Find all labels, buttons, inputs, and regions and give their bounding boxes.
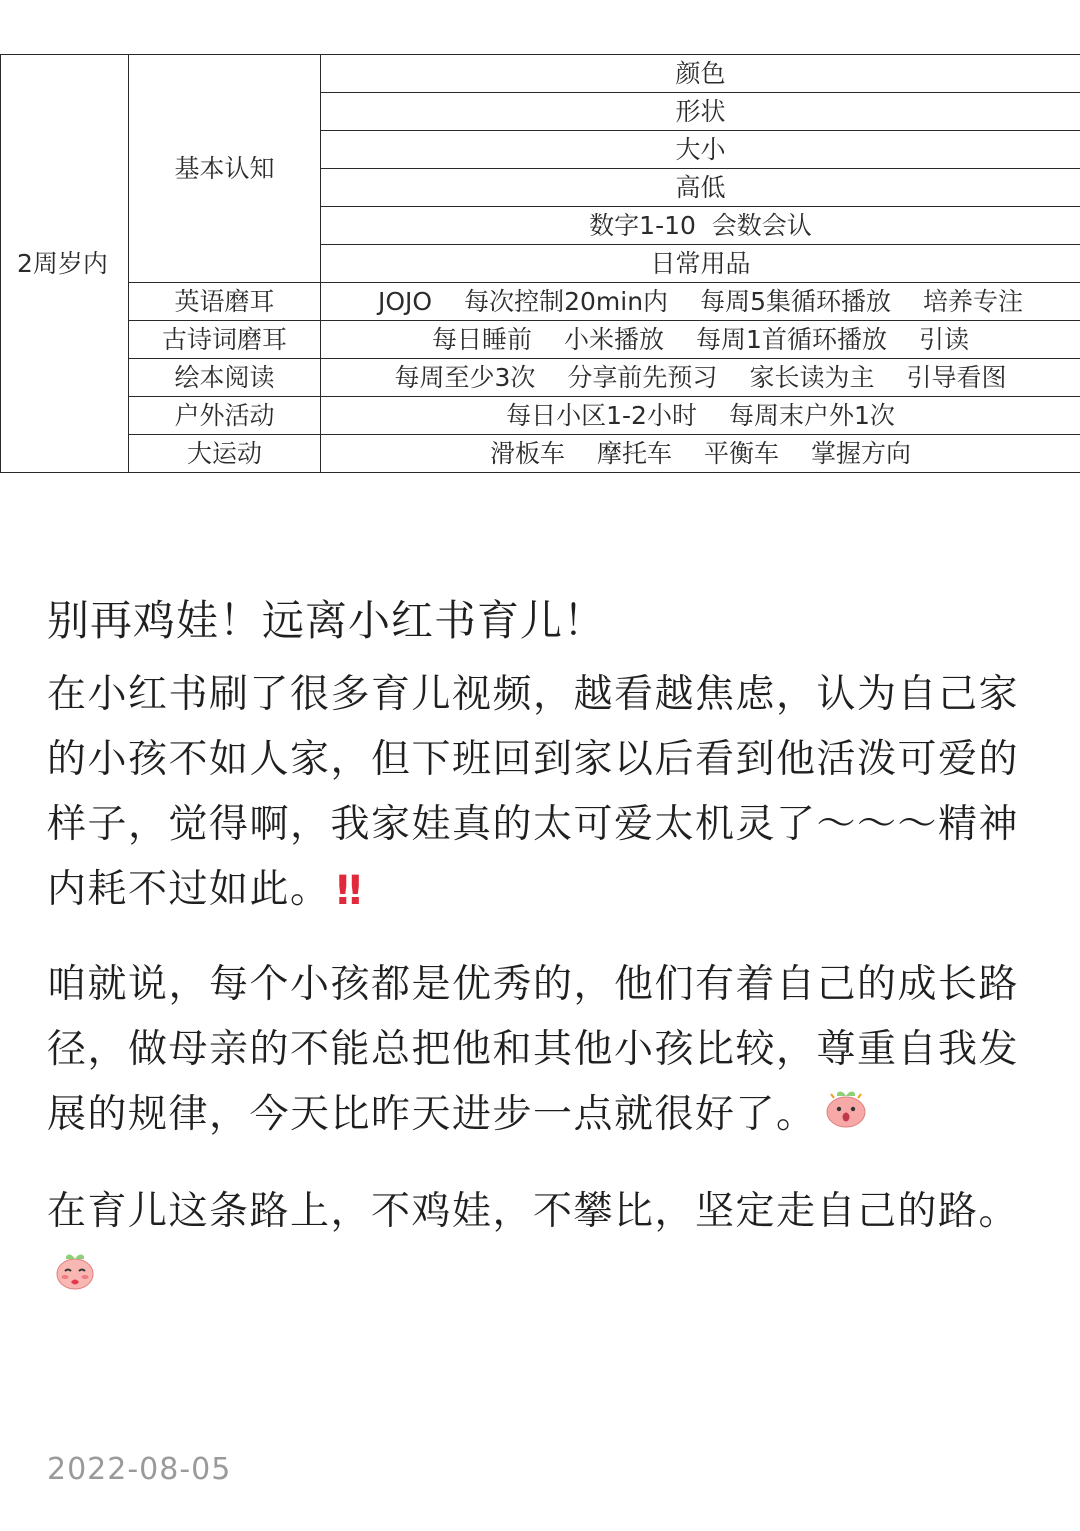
row-content	[321, 283, 1080, 321]
row-segment: 家长读为主	[749, 363, 875, 392]
post-title: 别再鸡娃！远离小红书育儿！	[47, 596, 607, 645]
row-segment: 引导看图	[906, 363, 1007, 392]
basic-cognition-label: 基本认知	[129, 55, 321, 283]
paragraph-text: 在育儿这条路上，不鸡娃，不攀比，坚定走自己的路。	[47, 1189, 1020, 1234]
row-segment: 滑板车	[489, 439, 565, 468]
row-content	[321, 321, 1080, 359]
row-label: 绘本阅读	[129, 359, 321, 397]
row-segment: 每周至少3次	[394, 363, 536, 392]
row-segment: 每日睡前	[432, 325, 533, 354]
cognition-item: 大小	[321, 131, 1080, 169]
row-segment: 摩托车	[596, 439, 672, 468]
post-date: 2022-08-05	[47, 1452, 232, 1487]
double-exclamation-emoji: ‼	[336, 868, 356, 914]
table-row	[1, 435, 1080, 473]
row-label: 大运动	[129, 435, 321, 473]
shocked-peach-emoji-icon	[823, 1084, 869, 1149]
table-row	[1, 321, 1080, 359]
row-label: 户外活动	[129, 397, 321, 435]
row-label: 古诗词磨耳	[129, 321, 321, 359]
cognition-item: 颜色	[321, 55, 1080, 93]
paragraph-text: 在小红书刷了很多育儿视频，越看越焦虑，认为自己家的小孩不如人家，但下班回到家以后看到他活泼可爱的样子，觉得啊，我家娃真的太可爱太机灵了～～～精神内耗不过如此。	[47, 672, 1020, 912]
row-label: 英语磨耳	[129, 283, 321, 321]
post-body	[47, 588, 1037, 1339]
row-segment: 每周末户外1次	[728, 401, 895, 430]
shy-peach-emoji-icon	[53, 1246, 97, 1311]
paragraph-text: 咱就说，每个小孩都是优秀的，他们有着自己的成长路径，做母亲的不能总把他和其他小孩比较，尊重自我发展的规律，今天比昨天进步一点就很好了。	[47, 962, 1020, 1137]
cognition-item: 数字1-10 会数会认	[321, 207, 1080, 245]
row-segment: 平衡车	[704, 439, 780, 468]
row-segment: 每周5集循环播放	[700, 287, 891, 316]
table-row	[1, 283, 1080, 321]
post-paragraph	[47, 662, 1037, 924]
cognition-item: 日常用品	[321, 245, 1080, 283]
parenting-plan-table-image	[0, 54, 1080, 486]
row-segment: JOJO	[377, 287, 433, 316]
row-segment: 引读	[918, 325, 969, 354]
row-segment: 掌握方向	[811, 439, 912, 468]
row-segment: 分享前先预习	[567, 363, 718, 392]
table-row	[1, 397, 1080, 435]
table-row	[1, 359, 1080, 397]
row-segment: 每周1首循环播放	[696, 325, 887, 354]
post-paragraph	[47, 952, 1037, 1149]
row-content	[321, 397, 1080, 435]
age-group-cell: 2周岁内	[1, 55, 129, 473]
parenting-plan-table	[0, 54, 1080, 473]
cognition-item: 高低	[321, 169, 1080, 207]
row-segment: 每日小区1-2小时	[506, 401, 697, 430]
row-content	[321, 435, 1080, 473]
row-segment: 每次控制20min内	[464, 287, 669, 316]
row-segment: 培养专注	[922, 287, 1023, 316]
cognition-item: 形状	[321, 93, 1080, 131]
row-content	[321, 359, 1080, 397]
row-segment: 小米播放	[564, 325, 665, 354]
post-paragraph	[47, 1179, 1037, 1311]
